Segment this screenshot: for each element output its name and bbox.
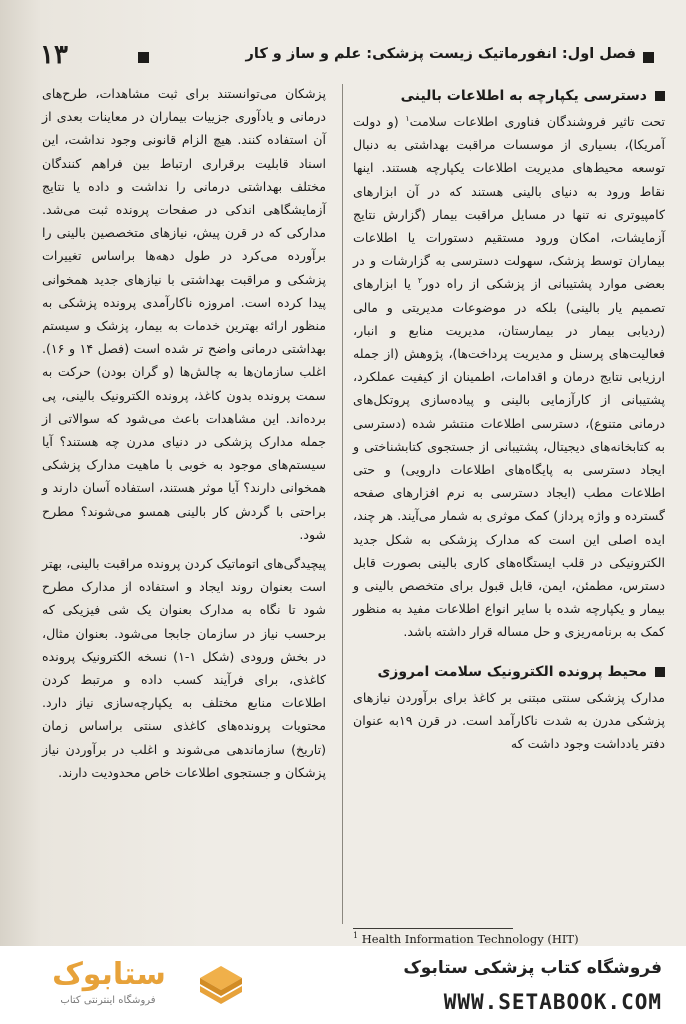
body-text: تحت تاثیر فروشندگان فناوری اطلاعات سلامت: [409, 114, 665, 129]
footnote-ref: ۱: [405, 113, 410, 123]
header-square-icon: [138, 52, 149, 63]
section-title-integrated-access: دسترسی یکپارچه به اطلاعات بالینی: [400, 88, 647, 104]
paragraph: پیچیدگی‌های اتوماتیک کردن پرونده مراقبت بالینی، بهتر است بعنوان روند ایجاد و استفاده از مدارک مطرح شود تا نگاه به مدارک بعنوان یک شی فیزیکی که برحسب نیاز در سازمان جابجا می‌شود. بعنوان مثال، در بخش ورودی (شکل ۱-۱) نسخه الکترونیک پرونده کاغذی، برای فرآیند کسب داده و مرتبط کردن اطلاعات منابع مختلف به یکپارچه‌سازی نیاز دارد. محتویات پرونده‌های کاغذی سنتی براساس زمان (تاریخ) سازماندهی می‌شوند و اغلب در برآوردن نیاز پزشکان و جستجوی اطلاعات خاص محدودیت دارند.: [42, 556, 326, 780]
store-name: فروشگاه کتاب پزشکی ستابوک: [403, 958, 662, 978]
section-heading: [353, 82, 665, 110]
page-number: ۱۳: [40, 40, 68, 70]
section-title-ehr-environment: محیط پرونده الکترونیک سلامت امروزی: [377, 663, 647, 680]
section-body-integrated-access: [353, 110, 665, 644]
header-square-icon: [643, 52, 654, 63]
bullet-square-icon: [655, 91, 665, 101]
store-banner[interactable]: [0, 946, 686, 1024]
book-stack-logo-icon: [198, 964, 244, 1008]
footnote-number: 1: [353, 931, 359, 941]
right-column: [353, 82, 665, 755]
section-body-ehr-environment: مدارک پزشکی سنتی مبتنی بر کاغذ برای برآوردن نیازهای پزشکی مدرن به شدت ناکارآمد است. در قرن ۱۹به عنوان دفتر یادداشت وجود داشت که: [353, 689, 665, 752]
footnote: [353, 932, 579, 946]
chapter-title: فصل اول: انفورماتیک زیست پزشکی: علم و ساز و کار: [245, 46, 636, 62]
body-text: (و دولت آمریکا)، بسیاری از موسسات مراقبت بهداشتی به دنبال توسعه محیط‌های مدیریت اطلاعات یکپارچه هستند. اینها نقاط ورود به دنیای بالینی هستند که در آن ابزارهای کامپیوتری نه تنها در مسایل مراقبت بیمار (گزارش نتایج آزمایشات، امکان ورود مستقیم دستورات یا اطلاعات بیماران توسط پزشک، سهولت دسترسی به گزارشات و در بعضی موارد پشتیبانی از پزشکی از راه دور: [353, 114, 666, 292]
store-logo-text: ستابوک: [52, 957, 166, 992]
footnote-text: Health Information Technology (HIT): [361, 932, 579, 946]
section-heading: [353, 658, 665, 686]
bullet-square-icon: [655, 667, 665, 677]
store-url-link[interactable]: WWW.SETABOOK.COM: [443, 990, 662, 1014]
store-logo-tagline: فروشگاه اینترنتی کتاب: [60, 995, 156, 1006]
body-text: یا ابزارهای تصمیم یار بالینی) بلکه در موضوعات مدیریتی و مالی (ردیابی بیمار در بیمارستان، مدیریت منابع و انبار، فعالیت‌های پرسنل و مدیریت پرداخت‌ها)، پژوهش (از جمله ارزیابی نتایج درمان و اقدامات، اطمینان از کیفیت عملکرد، پشتیبانی از کارآزمایی بالینی و پیاده‌سازی پروتکل‌های درمانی متنوع)، دسترسی اطلاعات منتشر شده (دسترسی به کتابخانه‌های دیجیتال، پشتیبانی از جستجوی کتابشناختی و ایجاد دسترسی به پایگاه‌های اطلاعات دارویی) و حتی اطلاعات مطب (ایجاد دسترسی به نرم افزارهای صفحه گسترده و واژه پرداز) کمک موثری به شمار می‌آیند. هر چند، ایده اصلی این است که مدارک پزشکی به شکل جدید الکترونیکی در قلب ایستگاه‌های کاری بالینی بصورت قابل دسترس، مطمئن، ایمن، قابل قبول برای متخصص بالینی و بیمار و یکپارچه شده با سایر انواع اطلاعات مفید به منظور کمک به برنامه‌ریزی و حل مساله قرار داشته باشد.: [353, 276, 665, 640]
column-divider: [342, 84, 343, 924]
paragraph: پزشکان می‌توانستند برای ثبت مشاهدات، طرح‌های درمانی و یادآوری جزییات بیماران در معاینات بعدی از آن استفاده کنند. هیچ الزام قانونی وجود نداشت، این اسناد قابلیت برقراری ارتباط بین فراهم کنندگان مختلف بهداشتی درمانی را نداشت و داده یا نتایج آزمایشگاهی اندکی در صفحات پرونده ثبت می‌شد. مدارکی که در قرن پیش، نیازهای متخصصین بالینی را برآورده می‌کرد در طول دهه‌ها براساس تغییرات پزشکی و مراقبت بهداشتی با نیازهای جدید همخوانی پیدا کرده است. امروزه ناکارآمدی پرونده پزشکی به منظور ارائه بهترین خدمات به بیمار، پزشک و سیستم بهداشتی درمانی واضح تر شده است (فصل ۱۴ و ۱۶). اغلب سازمان‌ها به چالش‌ها (و گران بودن) حرکت به سمت پرونده بدون کاغذ، پرونده الکترونیک بالینی، پی برده‌اند. این مشاهدات باعث می‌شود که سوالاتی از جمله مدارک پزشکی در دنیای مدرن چه هستند؟ آیا سیستم‌های موجود به خوبی با ماهیت مدارک پزشکی همخوانی دارند؟ آیا موثر هستند، استفاده آسان دارند و براحتی با گردش کار بالینی همسو می‌شوند؟ مطرح شود.: [42, 86, 326, 542]
left-column: [42, 82, 326, 784]
footnote-ref: ۲: [417, 276, 423, 286]
page-header: [40, 40, 654, 76]
footnote-rule: [353, 928, 513, 929]
